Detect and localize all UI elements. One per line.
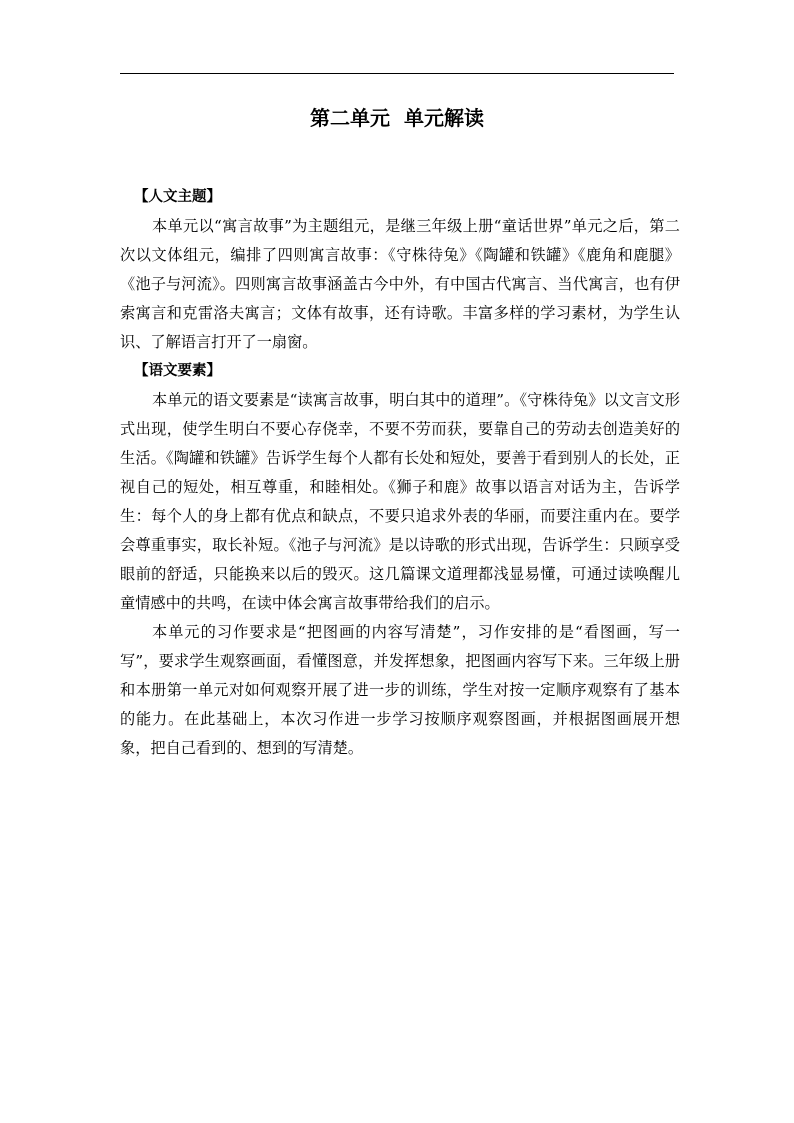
section-heading: 【人文主题】 [134, 189, 221, 205]
paragraph: 本单元的语文要素是“读寓言故事，明白其中的道理”。《守株待兔》以文言文形式出现，使学生明白不要心存侥幸，不要不劳而获，要靠自己的劳动去创造美好的生活。《陶罐和铁罐》告诉学生每个人都有长处和短处，要善于看到别人的长处，正视自己的短处，相互尊重，和睦相处。《狮子和鹿》故事以语言对话为主，告诉学生：每个人的身上都有优点和缺点，不要只追求外表的华丽，而要注重内在。要学会尊重事实，取长补短。《池子与河流》是以诗歌的形式出现，告诉学生：只顾享受眼前的舒适，只能换来以后的毁灭。这几篇课文道理都浅显易懂，可通过读唤醒儿童情感中的共鸣，在读中体会寓言故事带给我们的启示。 [120, 391, 680, 612]
section-renwen-theme [120, 183, 680, 357]
header-rule [120, 73, 674, 74]
paragraph: 本单元的习作要求是“把图画的内容写清楚”，习作安排的是“看图画，写一写”，要求学生观察画面，看懂图意，并发挥想象，把图画内容写下来。三年级上册和本册第一单元对如何观察开展了进一步的训练，学生对按一定顺序观察有了基本的能力。在此基础上，本次习作进一步学习按顺序观察图画，并根据图画展开想象，把自己看到的、想到的写清楚。 [120, 623, 680, 757]
document-body [120, 183, 680, 763]
paragraph: 本单元以“寓言故事”为主题组元，是继三年级上册“童话世界”单元之后，第二次以文体组元，编排了四则寓言故事：《守株待兔》《陶罐和铁罐》《鹿角和鹿腿》《池子与河流》。四则寓言故事涵盖古今中外，有中国古代寓言、当代寓言，也有伊索寓言和克雷洛夫寓言；文体有故事，还有诗歌。丰富多样的学习素材，为学生认识、了解语言打开了一扇窗。 [120, 217, 680, 351]
section-heading: 【语文要素】 [134, 363, 221, 379]
page-title: 第二单元 单元解读 [310, 106, 484, 130]
section-yuwen-elements [120, 357, 680, 763]
